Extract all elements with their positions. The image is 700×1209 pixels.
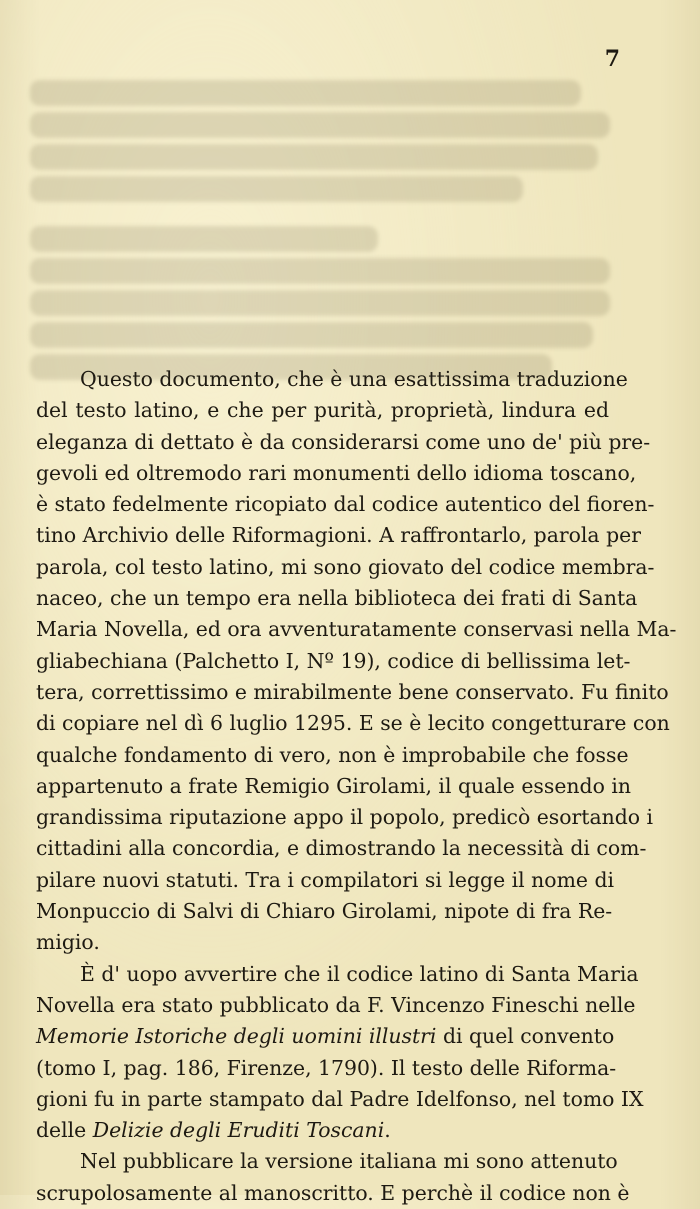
text-line: è stato fedelmente ricopiato dal codice autentico del fioren- — [36, 492, 655, 517]
text-line: Nel pubblicare la versione italiana mi sono attenuto — [80, 1149, 618, 1174]
text-line: naceo, che un tempo era nella biblioteca dei frati di Santa — [36, 586, 638, 611]
book-title: Memorie Istoriche degli uomini illustri — [36, 1024, 437, 1049]
text-line: È d' uopo avvertire che il codice latino di Santa Maria — [80, 961, 639, 986]
text-line: del testo latino, e che per purità, proprietà, lindura ed — [36, 398, 609, 423]
text-line: appartenuto a frate Remigio Girolami, il quale essendo in — [36, 773, 632, 798]
text-fragment: di quel convento — [436, 1024, 615, 1049]
text-fragment: . — [384, 1118, 391, 1143]
text-line: eleganza di dettato è da considerarsi come uno de' più pre- — [36, 429, 651, 454]
paragraph-1 — [36, 364, 677, 959]
body-text — [36, 364, 677, 1209]
text-line: gioni fu in parte stampato dal Padre Idelfonso, nel tomo IX — [36, 1086, 644, 1111]
paragraph-3 — [36, 1146, 630, 1209]
text-line — [36, 1115, 609, 1146]
text-line: cittadini alla concordia, e dimostrando la necessità di com- — [36, 836, 647, 861]
text-line: parola, col testo latino, mi sono giovato del codice membra- — [36, 554, 655, 579]
text-line: scrupolosamente al manoscritto. E perchè il codice non è — [36, 1180, 630, 1205]
text-line — [36, 1021, 615, 1052]
text-line: (tomo I, pag. 186, Firenze, 1790). Il testo delle Riforma- — [36, 1055, 617, 1080]
text-line: Questo documento, che è una esattissima traduzione — [80, 367, 628, 391]
paragraph-2 — [36, 959, 644, 1147]
text-line: tera, correttissimo e mirabilmente bene conservato. Fu finito — [36, 679, 669, 704]
text-line: Novella era stato pubblicato da F. Vincenzo Fineschi nelle — [36, 992, 636, 1017]
book-title: Delizie degli Eruditi Toscani — [92, 1118, 385, 1143]
page-number: 7 — [604, 46, 620, 72]
text-line: Monpuccio di Salvi di Chiaro Girolami, nipote di fra Re- — [36, 899, 613, 924]
text-line: di copiare nel dì 6 luglio 1295. E se è lecito congetturare con — [36, 711, 670, 736]
text-line: grandissima riputazione appo il popolo, predicò esortando i — [36, 805, 654, 830]
show-through-text — [30, 80, 610, 386]
text-fragment: delle — [36, 1118, 93, 1143]
text-line: migio. — [36, 930, 100, 955]
text-line: pilare nuovi statuti. Tra i compilatori si legge il nome di — [36, 867, 615, 892]
text-line: gevoli ed oltremodo rari monumenti dello idioma toscano, — [36, 460, 637, 485]
text-line: qualche fondamento di vero, non è improbabile che fosse — [36, 742, 629, 767]
text-line: tino Archivio delle Riformagioni. A raffrontarlo, parola per — [36, 523, 641, 548]
text-line: gliabechiana (Palchetto I, Nº 19), codice di bellissima let- — [36, 648, 631, 673]
text-line: Maria Novella, ed ora avventuratamente conservasi nella Ma- — [36, 617, 677, 642]
